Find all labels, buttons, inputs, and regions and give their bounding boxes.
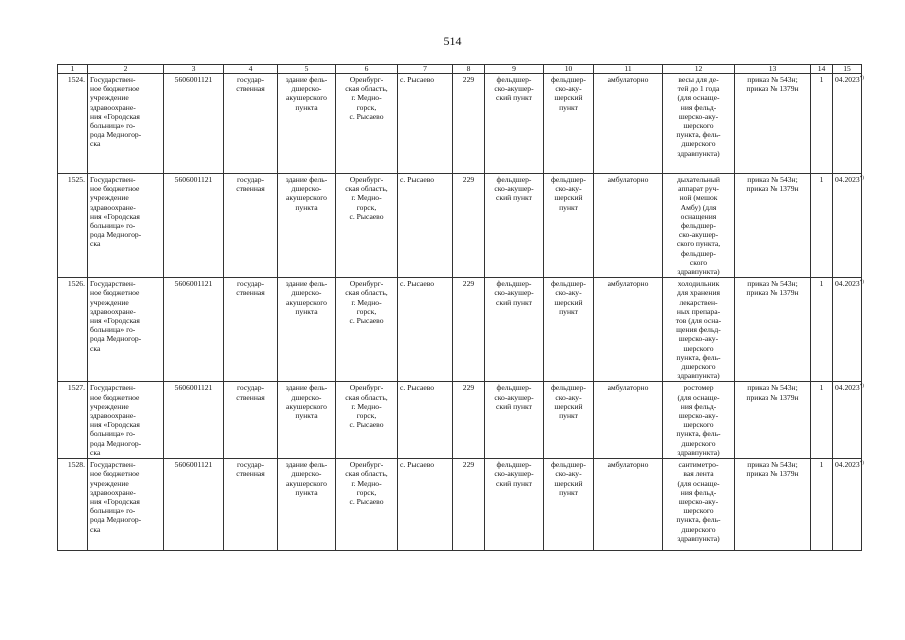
address-cell: Оренбург- ская область, г. Медно- горск, с. Рысаево [336, 382, 398, 459]
date-value: 04.2023 [835, 279, 860, 289]
quantity-cell: 1 [811, 278, 833, 382]
unit-cell: фельдшер- ско-аку- шерский пункт [544, 382, 594, 459]
address-cell: Оренбург- ская область, г. Медно- горск, с. Рысаево [336, 174, 398, 278]
row-number-cell: 1528. [58, 459, 88, 551]
ownership-cell: государ- ственная [224, 74, 278, 174]
address-cell: Оренбург- ская область, г. Медно- горск, с. Рысаево [336, 278, 398, 382]
column-header: 2 [88, 65, 164, 74]
row-number-cell: 1527. [58, 382, 88, 459]
care-form-cell: амбулаторно [594, 459, 663, 551]
code-cell: 229 [453, 382, 485, 459]
equipment-cell: дыхательный аппарат руч- ной (мешок Амбу) (для оснащения фельдшер- ско-акушер- ского пункта, фельдшер- ского здравпункта) [663, 174, 735, 278]
code-cell: 229 [453, 278, 485, 382]
quantity-cell: 1 [811, 382, 833, 459]
address-cell: Оренбург- ская область, г. Медно- горск, с. Рысаево [336, 74, 398, 174]
settlement-cell: с. Рысаево [398, 382, 453, 459]
address-cell: Оренбург- ская область, г. Медно- горск, с. Рысаево [336, 459, 398, 551]
organization-cell: Государствен- ное бюджетное учреждение здравоохране- ния «Городская больница» го- рода Медногор- ска [88, 459, 164, 551]
equipment-cell: ростомер (для оснаще- ния фельд- шерско-аку- шерского пункта, фель- дшерского здравпункта) [663, 382, 735, 459]
settlement-cell: с. Рысаево [398, 278, 453, 382]
column-header: 9 [485, 65, 544, 74]
facility-type-cell: фельдшер- ско-акушер- ский пункт [485, 382, 544, 459]
date-cell [833, 382, 862, 459]
organization-cell: Государствен- ное бюджетное учреждение здравоохране- ния «Городская больница» го- рода Медногор- ска [88, 382, 164, 459]
care-form-cell: амбулаторно [594, 278, 663, 382]
row-number-cell: 1524. [58, 74, 88, 174]
facility-type-cell: фельдшер- ско-акушер- ский пункт [485, 174, 544, 278]
table-row [58, 459, 862, 551]
date-footnote-mark: *) [859, 76, 864, 81]
column-header: 11 [594, 65, 663, 74]
settlement-cell: с. Рысаево [398, 459, 453, 551]
organization-cell: Государствен- ное бюджетное учреждение здравоохране- ния «Городская больница» го- рода Медногор- ска [88, 174, 164, 278]
date-value: 04.2023 [835, 460, 860, 470]
care-form-cell: амбулаторно [594, 74, 663, 174]
unit-cell: фельдшер- ско-аку- шерский пункт [544, 278, 594, 382]
ownership-cell: государ- ственная [224, 174, 278, 278]
column-header: 10 [544, 65, 594, 74]
order-cell: приказ № 543н; приказ № 1379н [735, 382, 811, 459]
date-footnote-mark: *) [859, 384, 864, 390]
column-header: 4 [224, 65, 278, 74]
equipment-cell: весы для де- тей до 1 года (для оснаще- ния фельд- шерско-аку- шерского пункта, фель- дшерского здравпункта) [663, 74, 735, 174]
column-header: 14 [811, 65, 833, 74]
date-cell [833, 74, 862, 174]
code-cell: 229 [453, 74, 485, 174]
date-value: 04.2023 [835, 175, 860, 184]
inn-cell: 5606001121 [164, 74, 224, 174]
unit-cell: фельдшер- ско-аку- шерский пункт [544, 74, 594, 174]
inn-cell: 5606001121 [164, 174, 224, 278]
date-footnote-mark: *) [859, 176, 864, 181]
care-form-cell: амбулаторно [594, 174, 663, 278]
date-footnote-mark: *) [859, 280, 864, 286]
ownership-cell: государ- ственная [224, 278, 278, 382]
quantity-cell: 1 [811, 459, 833, 551]
ownership-cell: государ- ственная [224, 382, 278, 459]
column-header: 7 [398, 65, 453, 74]
ownership-cell: государ- ственная [224, 459, 278, 551]
settlement-cell: с. Рысаево [398, 74, 453, 174]
equipment-cell: сантиметро- вая лента (для оснаще- ния фельд- шерско-аку- шерского пункта, фель- дшерского здравпункта) [663, 459, 735, 551]
organization-cell: Государствен- ное бюджетное учреждение здравоохране- ния «Городская больница» го- рода Медногор- ска [88, 278, 164, 382]
building-cell: здание фель- дшерско- акушерского пункта [278, 459, 336, 551]
table-row [58, 174, 862, 278]
column-header: 8 [453, 65, 485, 74]
unit-cell: фельдшер- ско-аку- шерский пункт [544, 174, 594, 278]
row-number-cell: 1525. [58, 174, 88, 278]
date-cell [833, 174, 862, 278]
organization-cell: Государствен- ное бюджетное учреждение здравоохране- ния «Городская больница» го- рода Медногор- ска [88, 74, 164, 174]
table-row [58, 278, 862, 382]
quantity-cell: 1 [811, 174, 833, 278]
building-cell: здание фель- дшерско- акушерского пункта [278, 74, 336, 174]
order-cell: приказ № 543н; приказ № 1379н [735, 74, 811, 174]
date-cell [833, 459, 862, 551]
facility-type-cell: фельдшер- ско-акушер- ский пункт [485, 459, 544, 551]
table-row [58, 382, 862, 459]
row-number-cell: 1526. [58, 278, 88, 382]
settlement-cell: с. Рысаево [398, 174, 453, 278]
unit-cell: фельдшер- ско-аку- шерский пункт [544, 459, 594, 551]
page-number: 514 [443, 34, 462, 48]
date-footnote-mark: *) [859, 461, 864, 467]
date-value: 04.2023 [835, 383, 860, 393]
inn-cell: 5606001121 [164, 278, 224, 382]
column-header: 15 [833, 65, 862, 74]
quantity-cell: 1 [811, 74, 833, 174]
column-header: 3 [164, 65, 224, 74]
column-header: 13 [735, 65, 811, 74]
order-cell: приказ № 543н; приказ № 1379н [735, 174, 811, 278]
register-table [57, 64, 862, 551]
care-form-cell: амбулаторно [594, 382, 663, 459]
inn-cell: 5606001121 [164, 382, 224, 459]
building-cell: здание фель- дшерско- акушерского пункта [278, 174, 336, 278]
code-cell: 229 [453, 174, 485, 278]
inn-cell: 5606001121 [164, 459, 224, 551]
column-header: 6 [336, 65, 398, 74]
equipment-cell: холодильник для хранения лекарствен- ных препара- тов (для осна- щения фельд- шерско-аку- шерского пункта, фель- дшерского здравпункта) [663, 278, 735, 382]
facility-type-cell: фельдшер- ско-акушер- ский пункт [485, 74, 544, 174]
column-header: 1 [58, 65, 88, 74]
code-cell: 229 [453, 459, 485, 551]
date-value: 04.2023 [835, 75, 860, 84]
facility-type-cell: фельдшер- ско-акушер- ский пункт [485, 278, 544, 382]
building-cell: здание фель- дшерско- акушерского пункта [278, 382, 336, 459]
order-cell: приказ № 543н; приказ № 1379н [735, 278, 811, 382]
order-cell: приказ № 543н; приказ № 1379н [735, 459, 811, 551]
building-cell: здание фель- дшерско- акушерского пункта [278, 278, 336, 382]
date-cell [833, 278, 862, 382]
table-row [58, 74, 862, 174]
column-header: 12 [663, 65, 735, 74]
column-number-row [58, 65, 862, 74]
column-header: 5 [278, 65, 336, 74]
